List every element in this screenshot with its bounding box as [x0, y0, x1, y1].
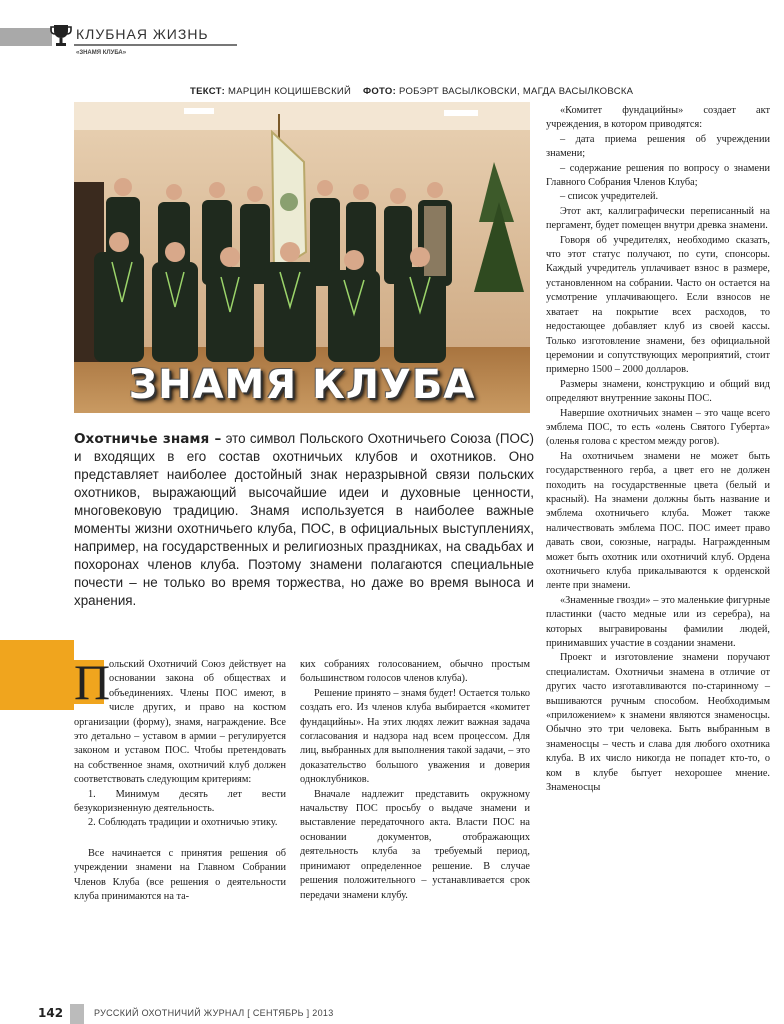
footer-bar — [70, 1004, 84, 1024]
col3-paragraph-9: На охотничьем знамени не может быть государственного герба, а цвет его не должен походить на государственные цвета (белый и красный). На знамени должны быть название и эмблема охотничьего клуба. Может также наличествовать эмблема ПОС. ПОС имеет право давать свои, союзные, награды. Награжденным может быть охотник или охотничий клуб. Ордена охотничьего клуба прикалываются к орденской ленте при знамени. — [546, 450, 770, 592]
col1-paragraph-3: 2. Соблюдать традиции и охотничью этику. — [88, 817, 278, 829]
header-grey-block — [0, 28, 52, 46]
col3-paragraph-8: Навершие охотничьих знамен – это чаще всего эмблема ПОС, то есть «олень Святого Губерта» (оленья голова с крестом между рогов). — [546, 407, 770, 448]
col3-paragraph-5: Этот акт, каллиграфически переписанный на пергамент, будет помещен внутри древка знамени. — [546, 205, 770, 232]
header-rule — [74, 44, 237, 46]
drop-cap: П — [74, 654, 111, 710]
lead-text: это символ Польского Охотничьего Союза (ПОС) и входящих в его состав охотничьих клубов и охотников. Оно представляет наиболее достойный знак неразрывной связи польских охотников, выражающий высочайшие идеи и духовные ценности, многовековую традицию. Знамя используется в наиболее важные моменты жизни охотничьего клуба, ПОС, в официальных выступлениях, например, на государственных и религиозных праздниках, на свадьбах и похоронах членов клуба. Поэтому знамени полагаются специальные почести – не только во время торжества, но даже во время выноса и хранения. — [74, 431, 534, 608]
col3-paragraph-10: «Знаменные гвозди» – это маленькие фигурные пластинки (часто медные или из серебра), на которых выгравированы фамилии людей, принимавших участие в создании знамени. — [546, 594, 770, 650]
lead-paragraph — [74, 430, 534, 610]
page-footer — [0, 1004, 784, 1024]
article-credits — [190, 86, 633, 97]
col1-paragraph-1: П ольский Охотничий Союз действует на основании закона об обществах и объединениях. Члены ПОС имеют, в числе других, и право на костюм организации (форму), знамя, награждение. Все это детально – уставом в армии – регулируется законом и уставом ПОС. Чтобы претендовать на собственное знамя, охотничий клуб должен соответствовать следующим критериям: — [74, 654, 286, 786]
col3-paragraph-2: – дата приема решения об учреждении знамени; — [546, 133, 770, 160]
section-header — [0, 22, 784, 56]
col2-paragraph-3: Вначале надлежит представить окружному начальству ПОС просьбу о выдаче знамени и выставление передаточного акта. Власти ПОС на основании документов, отображающих деятельность клуба за требуемый период, принимают определенное решение. В случае решения положительного – устанавливается срок передачи знамени клубу. — [300, 788, 530, 901]
text-label: ТЕКСТ: — [190, 86, 226, 97]
column-2 — [300, 658, 530, 903]
col3-paragraph-6: Говоря об учредителях, необходимо сказать, что этот статус получают, по сути, спонсоры. Каждый учредитель уплачивает взнос в размере, установленном на собрании. Часто он остается на усмотрение уплачивающего. Если взносов не хватает на покрытие всех расходов, то недостающее добавляет клуб из своей кассы. Только изготовление знамени, без официальной церемонии и сопутствующих мероприятий, стоит примерно 1500 – 2000 долларов. — [546, 234, 770, 376]
col3-paragraph-4: – список учредителей. — [560, 191, 659, 203]
magazine-name: РУССКИЙ ОХОТНИЧИЙ ЖУРНАЛ [ СЕНТЯБРЬ ] 2013 — [94, 1008, 334, 1018]
col3-paragraph-11: Проект и изготовление знамени поручают специалистам. Охотничьи знамена в отличие от других часто изготавливаются по-старинному – вышиваются ручным способом. Необходимым «приложением» к знамени являются знаменосцы. Обычно это три человека. Быть выбранным в знаменосцы – честь и слава для любого охотника клуба. В их число никогда не попадет кто-то, о ком в клубе бытует нехорошее мнение. Знаменосцы — [546, 652, 770, 794]
article-headline: ЗНАМЯ КЛУБА — [128, 362, 476, 408]
issue-label: [ СЕНТЯБРЬ ] 2013 — [247, 1008, 334, 1018]
col2-paragraph-2: Решение принято – знамя будет! Остается только создать его. Из членов клуба выбирается «комитет фундацийны». На этих людях лежит важная задача согласования и надзора над всем процессом. Для лиц, выбранных для выполнения такой задачи, – это доказательство большого уважения и доверия одноклубников. — [300, 687, 530, 786]
col2-paragraph-1: ких собраниях голосованием, обычно простым большинством голосов членов клуба). — [300, 659, 530, 685]
accent-strip — [0, 640, 74, 710]
page-number: 142 — [38, 1006, 64, 1020]
col1-paragraph-2: 1. Минимум десять лет вести безукоризненную деятельность. — [74, 788, 286, 815]
trophy-icon — [50, 22, 72, 48]
lead-bold: Охотничье знамя – — [74, 431, 222, 447]
col3-paragraph-3: – содержание решения по вопросу о знамени Главного Собрания Членов Клуба; — [546, 162, 770, 189]
col1-paragraph-4: Все начинается с принятия решения об учреждении знамени на Главном Собрании Членов Клуба (все решения о деятельности клуба принимаются на та- — [74, 847, 286, 903]
column-1 — [74, 654, 286, 905]
photo-label: ФОТО: — [362, 86, 397, 97]
section-subtitle: «ЗНАМЯ КЛУБА» — [76, 50, 127, 56]
text-author: МАРЦИН КОЦИШЕВСКИЙ — [228, 86, 352, 97]
col3-paragraph-1: «Комитет фундацийны» создает акт учреждения, в котором приводятся: — [546, 105, 770, 131]
section-title: КЛУБНАЯ ЖИЗНЬ — [76, 26, 209, 42]
photo-authors: РОБЭРТ ВАСЫЛКОВСКИ, МАГДА ВАСЫЛКОВСКА — [399, 86, 634, 97]
column-3 — [546, 104, 770, 796]
col3-paragraph-7: Размеры знамени, конструкцию и общий вид определяют внутренние законы ПОС. — [546, 378, 770, 405]
